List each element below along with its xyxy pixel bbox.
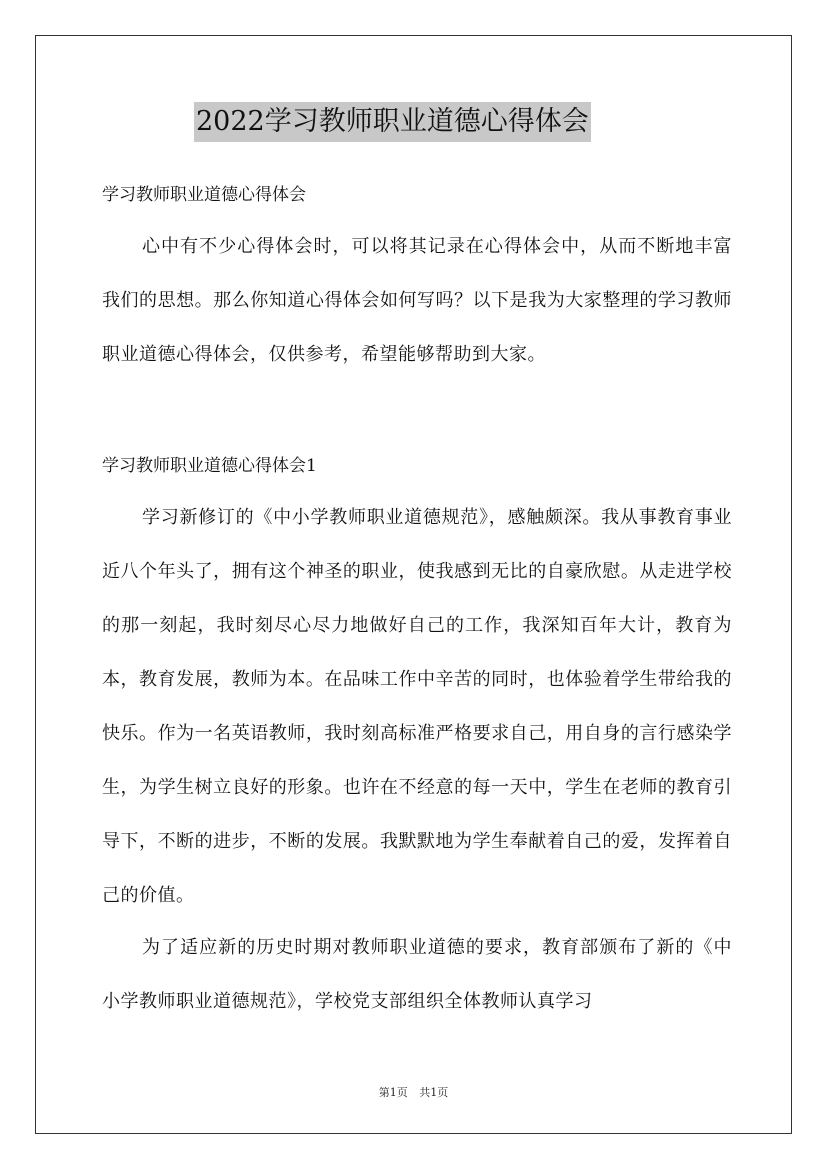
- section1-heading: 学习教师职业道德心得体会1: [102, 456, 317, 476]
- document-title: 2022学习教师职业道德心得体会: [194, 102, 591, 142]
- intro-heading: 学习教师职业道德心得体会: [102, 185, 306, 205]
- section1-paragraph-1: 学习新修订的《中小学教师职业道德规范》，感触颇深。我从事教育事业近八个年头了，拥有这个神圣的职业，使我感到无比的自豪欣慰。从走进学校的那一刻起，我时刻尽心尽力地做好自己的工作，我深知百年大计，教育为本，教育发展，教师为本。在品味工作中辛苦的同时，也体验着学生带给我的快乐。作为一名英语教师，我时刻高标准严格要求自己，用自身的言行感染学生，为学生树立良好的形象。也许在不经意的每一天中，学生在老师的教育引导下，不断的进步，不断的发展。我默默地为学生奉献着自己的爱，发挥着自己的价值。: [102, 507, 732, 906]
- page-total: 共1页: [419, 1086, 449, 1099]
- page-footer: [0, 1084, 827, 1100]
- page-number: 第1页: [378, 1086, 408, 1099]
- intro-paragraph: 心中有不少心得体会时，可以将其记录在心得体会中，从而不断地丰富我们的思想。那么你知道心得体会如何写吗？以下是我为大家整理的学习教师职业道德心得体会，仅供参考，希望能够帮助到大家。: [102, 236, 732, 365]
- section1-paragraph-2: 为了适应新的历史时期对教师职业道德的要求，教育部颁布了新的《中小学教师职业道德规范》，学校党支部组织全体教师认真学习: [102, 937, 732, 1012]
